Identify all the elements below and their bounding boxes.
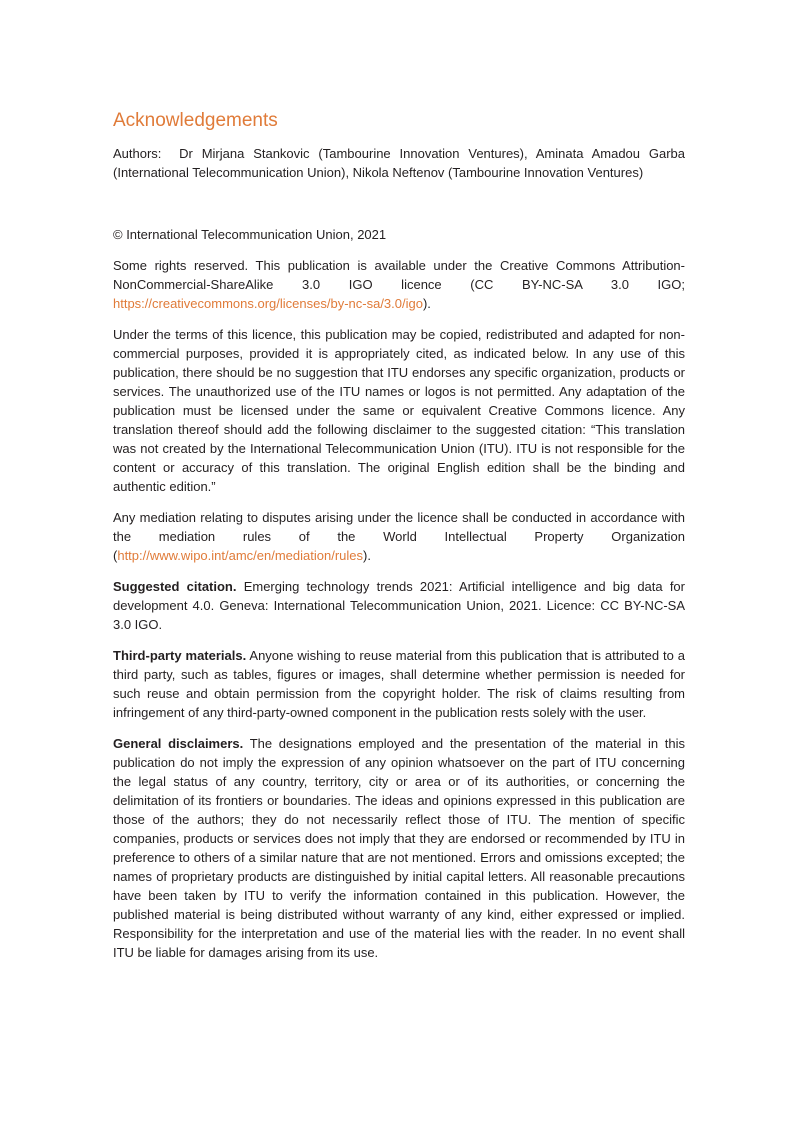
page-content bbox=[113, 108, 685, 974]
licence-terms-paragraph: Under the terms of this licence, this publication may be copied, redistributed and adapted for non-commercial purposes, provided it is appropriately cited, as indicated below. In any use of this publication, there should be no suggestion that ITU endorses any specific organization, products or services. The unauthorized use of the ITU names or logos is not permitted. Any adaptation of the publication must be licensed under the same or equivalent Creative Commons licence. Any translation thereof should add the following disclaimer to the suggested citation: “This translation was not created by the International Telecommunication Union (ITU). ITU is not responsible for the content or accuracy of this translation. The original English edition shall be the binding and authentic edition.” bbox=[113, 327, 685, 494]
suggested-citation-paragraph bbox=[113, 577, 685, 634]
wipo-mediation-link[interactable]: http://www.wipo.int/amc/en/mediation/rules bbox=[117, 548, 364, 563]
third-party-materials-label: Third-party materials. bbox=[113, 648, 247, 663]
authors-text: Dr Mirjana Stankovic (Tambourine Innovation Ventures), Aminata Amadou Garba (International Telecommunication Union), Nikola Neftenov (Tambourine Innovation Ventures) bbox=[113, 146, 685, 180]
third-party-materials-paragraph bbox=[113, 646, 685, 722]
mediation-text-end: ). bbox=[363, 548, 371, 563]
rights-text-end: ). bbox=[422, 296, 431, 311]
creative-commons-link[interactable]: https://creativecommons.org/licenses/by-nc-sa/3.0/igo bbox=[113, 296, 423, 311]
mediation-text: Any mediation relating to disputes arising under the licence shall be conducted in accordance with the mediation rules of the World Intellectual Property Organization ( bbox=[113, 510, 685, 563]
suggested-citation-text: Emerging technology trends 2021: Artificial intelligence and big data for development 4.0. Geneva: International Telecommunication Union, 2021. Licence: CC BY-NC-SA 3.0 IGO. bbox=[113, 579, 685, 632]
suggested-citation-label: Suggested citation. bbox=[113, 579, 237, 594]
general-disclaimers-label: General disclaimers. bbox=[113, 736, 244, 751]
mediation-paragraph bbox=[113, 508, 685, 565]
third-party-materials-text: Anyone wishing to reuse material from this publication that is attributed to a third party, such as tables, figures or images, shall determine whether permission is needed for such reuse and obtain permission from the copyright holder. The risk of claims resulting from infringement of any third-party-owned component in the publication rests solely with the user. bbox=[113, 648, 685, 720]
general-disclaimers-text: The designations employed and the presentation of the material in this publication do not imply the expression of any opinion whatsoever on the part of ITU concerning the legal status of any country, territory, city or area or of its authorities, or concerning the delimitation of its frontiers or boundaries. The ideas and opinions expressed in this publication are those of the authors; they do not necessarily reflect those of ITU. The mention of specific companies, products or services does not imply that they are endorsed or recommended by ITU in preference to others of a similar nature that are not mentioned. Errors and omissions excepted; the names of proprietary products are distinguished by initial capital letters. All reasonable precautions have been taken by ITU to verify the information contained in this publication. However, the published material is being distributed without warranty of any kind, either expressed or implied. Responsibility for the interpretation and use of the material lies with the reader. In no event shall ITU be liable for damages arising from its use. bbox=[113, 736, 685, 960]
page-title: Acknowledgements bbox=[113, 110, 278, 131]
copyright-notice: © International Telecommunication Union, 2021 bbox=[113, 227, 387, 242]
rights-text: Some rights reserved. This publication is available under the Creative Commons Attribution-NonCommercial-ShareAlike 3.0 IGO licence (CC BY-NC-SA 3.0 IGO; bbox=[113, 258, 685, 292]
authors-paragraph bbox=[113, 144, 685, 182]
authors-label: Authors: bbox=[113, 146, 162, 161]
rights-paragraph bbox=[113, 256, 685, 313]
general-disclaimers-paragraph bbox=[113, 734, 685, 962]
